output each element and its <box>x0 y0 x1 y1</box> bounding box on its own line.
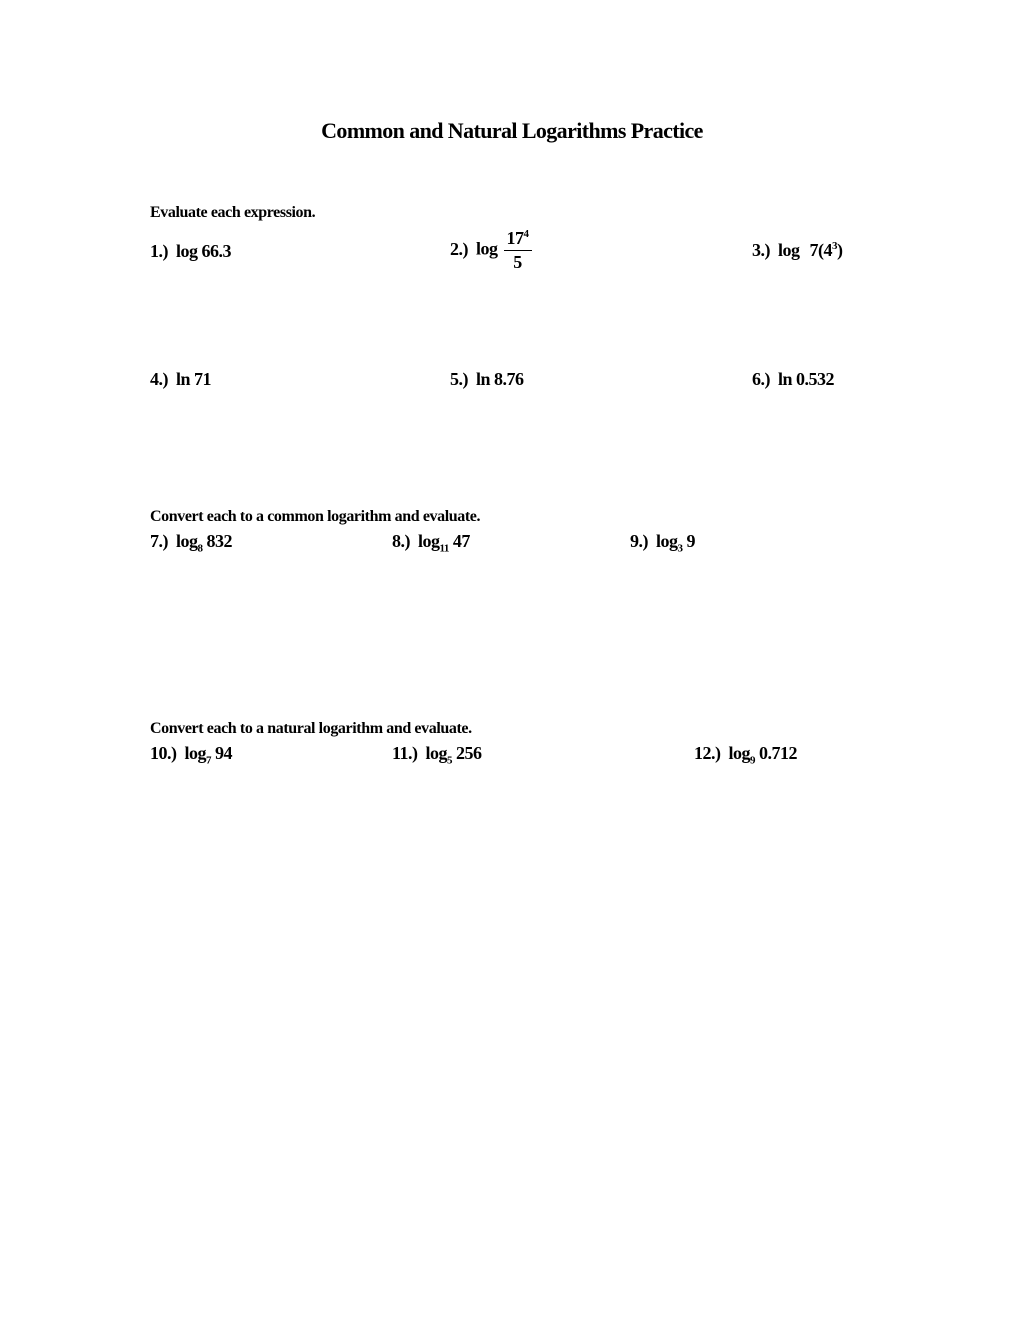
problem-7: 7.) $\log_8 832$ <box>150 531 233 555</box>
problem-1: 1.) log 66.3 <box>150 241 232 261</box>
problem-9: 9.) $\log_3 9$ <box>630 531 696 555</box>
problem-6: 6.) ln 0.532 <box>752 369 835 389</box>
problem-2: 2.) log $\frac{17^4}{5}$ <box>450 228 532 273</box>
section-1-instruction: Evaluate each expression. <box>150 204 316 221</box>
problem-4: 4.) ln 71 <box>150 369 212 389</box>
section-2-instruction: Convert each to a common logarithm and evaluate. <box>150 508 481 525</box>
fraction: $\frac{17^4}{5}$ <box>504 228 532 273</box>
page-title: Common and Natural Logarithms Practice <box>321 118 703 143</box>
section-3-instruction: Convert each to a natural logarithm and evaluate. <box>150 720 472 737</box>
problem-11: 11.) $\log_5 256$ <box>392 743 482 767</box>
problem-5: 5.) ln 8.76 <box>450 369 524 389</box>
problem-3: 3.) $\log 7(4^3)$ <box>752 240 843 260</box>
problem-12: 12.) $\log_9 0.712$ <box>694 743 798 767</box>
problem-8: 8.) $\log_{11} 47$ <box>392 531 470 555</box>
problem-10: 10.) $\log_7 94$ <box>150 743 233 767</box>
